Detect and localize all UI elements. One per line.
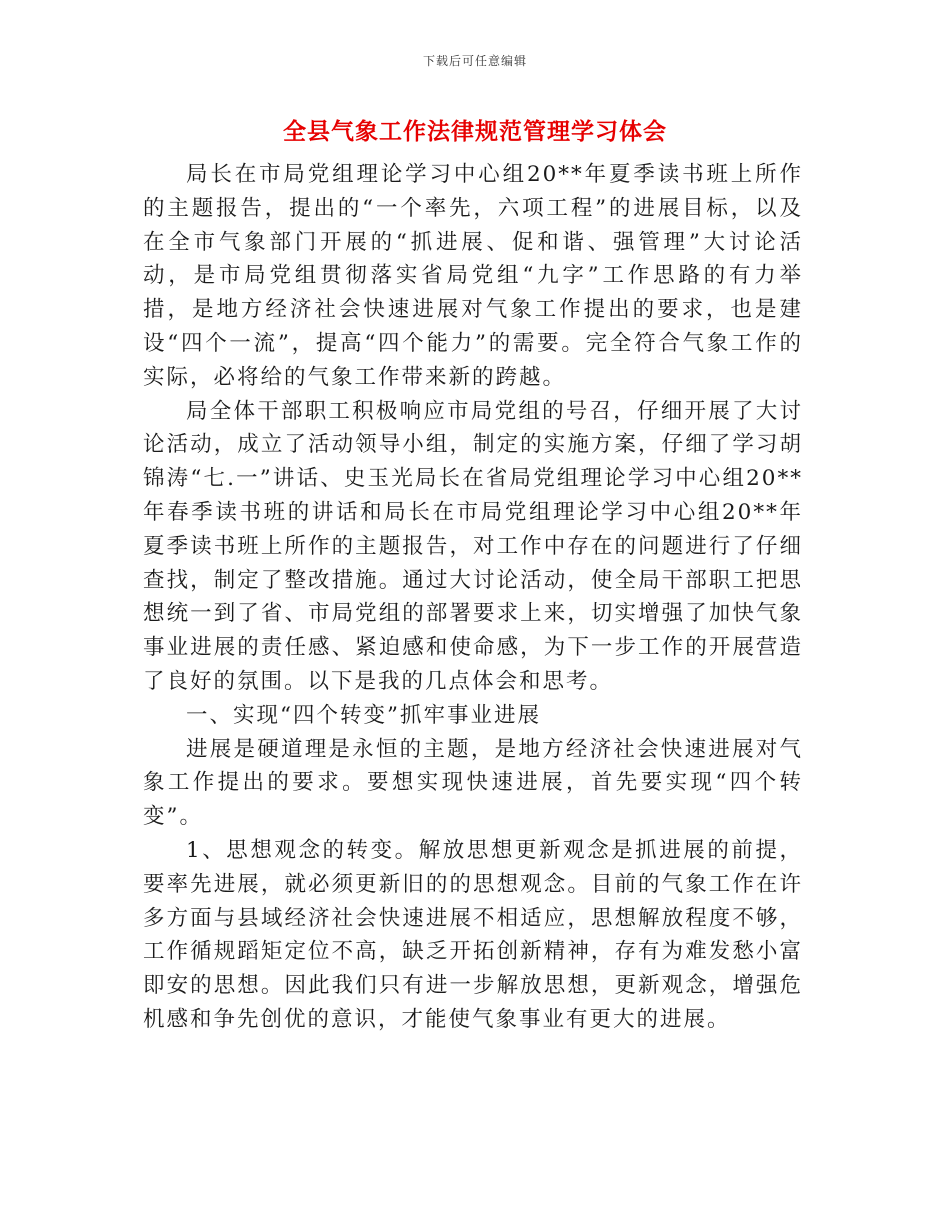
paragraph: 进展是硬道理是永恒的主题，是地方经济社会快速进展对气象工作提出的要求。要想实现快速进展，首先要实现“四个转变”。 — [143, 736, 803, 830]
paragraph: 1、思想观念的转变。解放思想更新观念是抓进展的前提，要率先进展，就必须更新旧的的思想观念。目前的气象工作在许多方面与县域经济社会快速进展不相适应，思想解放程度不够，工作循规蹈矩定位不高，缺乏开拓创新精神，存有为难发愁小富即安的思想。因此我们只有进一步解放思想，更新观念，增强危机感和争先创优的意识，才能使气象事业有更大的进展。 — [143, 837, 803, 1032]
page-header-note: 下载后可任意编辑 — [422, 54, 527, 68]
document-title: 全县气象工作法律规范管理学习体会 — [283, 119, 667, 145]
paragraph: 局全体干部职工积极响应市局党组的号召，仔细开展了大讨论活动，成立了活动领导小组，制定的实施方案，仔细了学习胡锦涛“七.一”讲话、史玉光局长在省局党组理论学习中心组20**年春季读书班的讲话和局长在市局党组理论学习中心组20**年夏季读书班上所作的主题报告，对工作中存在的问题进行了仔细查找，制定了整改措施。通过大讨论活动，使全局干部职工把思想统一到了省、市局党组的部署要求上来，切实增强了加快气象事业进展的责任感、紧迫感和使命感，为下一步工作的开展营造了良好的氛围。以下是我的几点体会和思考。 — [143, 398, 803, 694]
document-body — [143, 158, 803, 1037]
paragraph: 局长在市局党组理论学习中心组20**年夏季读书班上所作的主题报告，提出的“一个率先，六项工程”的进展目标，以及在全市气象部门开展的“抓进展、促和谐、强管理”大讨论活动，是市局党组贯彻落实省局党组“九字”工作思路的有力举措，是地方经济社会快速进展对气象工作提出的要求，也是建设“四个一流”，提高“四个能力”的需要。完全符合气象工作的实际，必将给的气象工作带来新的跨越。 — [143, 162, 803, 390]
section-heading: 一、实现“四个转变”抓牢事业进展 — [186, 702, 541, 728]
